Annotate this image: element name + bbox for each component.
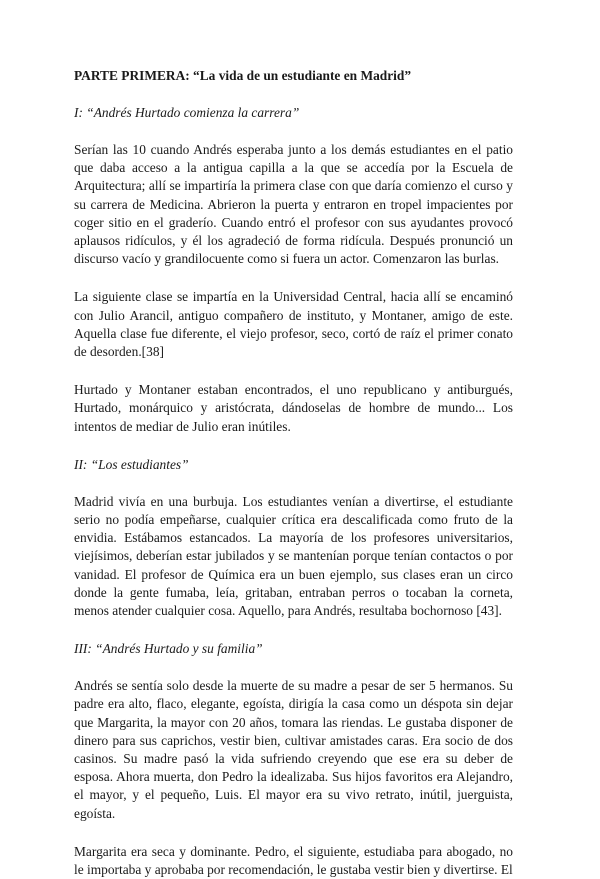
paragraph: Hurtado y Montaner estaban encontrados, el uno republicano y antiburgués, Hurtado, monárquico y aristócrata, dándoselas de hombre de mundo... Los intentos de mediar de Julio eran inútiles.: [74, 382, 513, 434]
paragraph: La siguiente clase se impartía en la Universidad Central, hacia allí se encaminó con Julio Arancil, antiguo compañero de instituto, y Montaner, amigo de este. Aquella clase fue diferente, el viejo profesor, seco, cortó de raíz el primer conato de desorden.[38]: [74, 289, 513, 360]
section-heading-1: I: “Andrés Hurtado comienza la carrera”: [74, 105, 300, 120]
paragraph: Madrid vivía en una burbuja. Los estudiantes venían a divertirse, el estudiante serio no podía empeñarse, cualquier crítica era descalificada como fruto de la envidia. Estábamos estancados. La mayoría de los profesores universitarios, viejísimos, deberían estar jubilados y se mantenían porque tenían contactos o por vanidad. El profesor de Química era un buen ejemplo, sus clases eran un circo donde la gente fumaba, leía, gritaban, entraban perros o tocaban la corneta, menos atender cualquier cosa. Aquello, para Andrés, resultaba bochornoso [43].: [74, 493, 513, 619]
paragraph: Margarita era seca y dominante. Pedro, el siguiente, estudiaba para abogado, no le importaba y aprobaba por recomendación, le gustaba vestir bien y divertirse. El: [74, 843, 513, 878]
document-title: PARTE PRIMERA: “La vida de un estudiante en Madrid”: [74, 68, 412, 83]
section-heading-3: III: “Andrés Hurtado y su familia”: [74, 641, 263, 657]
paragraph: Serían las 10 cuando Andrés esperaba junto a los demás estudiantes en el patio que daba acceso a la antigua capilla a la que se accedía por la Escuela de Arquitectura; allí se impartiría la primera clase con que daría comienzo el curso y su carrera de Medicina. Abrieron la puerta y entraron en tropel impacientes por coger sitio en el graderío. Cuando entró el profesor con sus ayudantes provocó aplausos ridículos, y él los agradeció de forma ridícula. Después pronunció un discurso vacío y grandilocuente como si fuera un actor. Comenzaron las burlas.: [74, 142, 513, 267]
paragraph: Andrés se sentía solo desde la muerte de su madre a pesar de ser 5 hermanos. Su padre era alto, flaco, elegante, egoísta, dirigía la casa como un déspota sin dejar que Margarita, la mayor con 20 años, tomara las riendas. Le gustaba disponer de dinero para sus caprichos, vestir bien, cultivar amistades caras. Era socio de dos casinos. Su madre pasó la vida sufriendo creyendo que ese era su deber de esposa. Ahora muerta, don Pedro la idealizaba. Sus hijos favoritos era Alejandro, el mayor, y el pequeño, Luis. El mayor era su vivo retrato, inútil, juerguista, egoísta.: [74, 678, 513, 821]
section-heading-2: II: “Los estudiantes”: [74, 456, 189, 472]
